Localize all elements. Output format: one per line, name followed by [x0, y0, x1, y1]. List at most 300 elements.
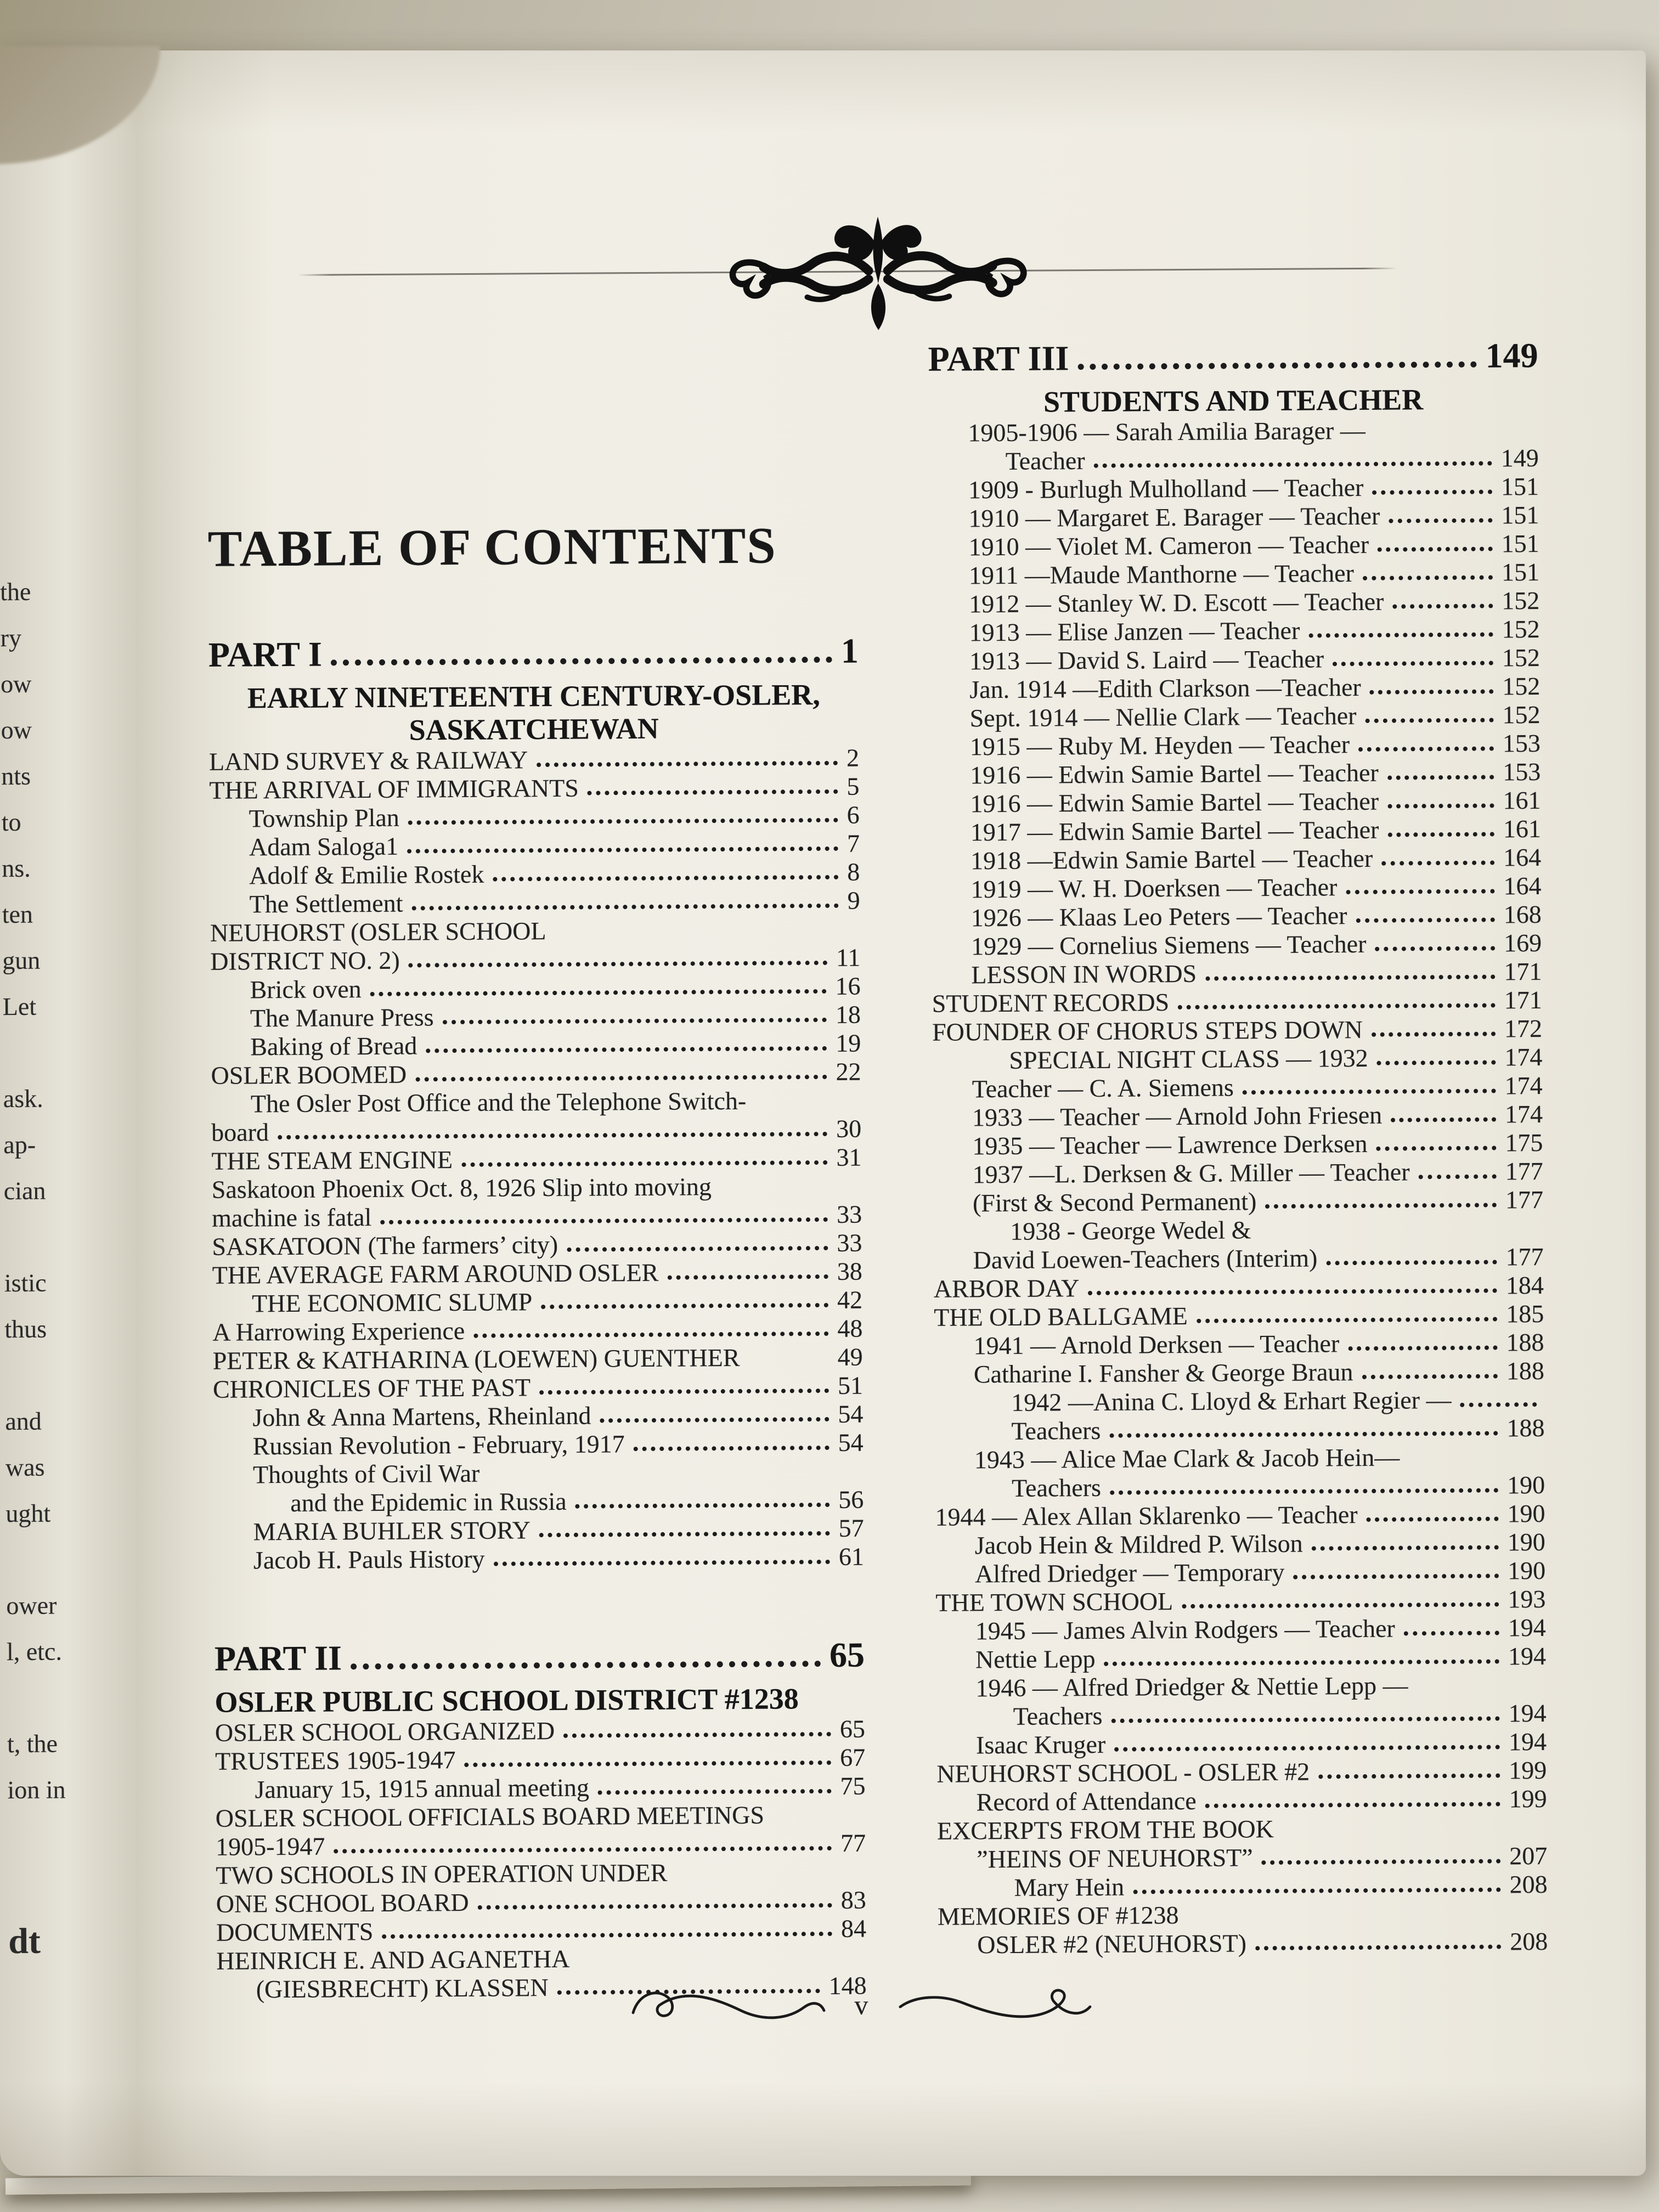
toc-entry-title: ONE SCHOOL BOARD: [216, 1888, 469, 1918]
dot-leader: [1375, 946, 1495, 951]
dot-leader: [1367, 1516, 1499, 1521]
dot-leader: [1308, 633, 1493, 638]
dot-leader: [1356, 918, 1495, 923]
toc-entry-title: 1916 — Edwin Samie Bartel — Teacher: [970, 787, 1379, 818]
toc-entry-row: [216, 1801, 866, 1833]
toc-entry-title: 1938 - George Wedel &: [1010, 1216, 1251, 1245]
toc-part-row: [928, 329, 1538, 386]
dot-leader: [1110, 1488, 1498, 1494]
toc-entry-title: THE ARRIVAL OF IMMIGRANTS: [209, 774, 579, 804]
toc-entry-title: Jacob Hein & Mildred P. Wilson: [974, 1529, 1303, 1560]
toc-page-number: 67: [840, 1743, 866, 1771]
toc-page-number: 175: [1505, 1128, 1543, 1157]
toc-entry-row: [930, 729, 1541, 761]
toc-entry-row: [929, 615, 1539, 647]
toc-page-number: 168: [1503, 900, 1542, 929]
toc-entry-row: [210, 830, 860, 862]
dot-leader: [563, 1732, 831, 1738]
dot-leader: [1348, 1345, 1497, 1351]
toc-page-number: 33: [837, 1228, 862, 1257]
facing-page-fragment: gun: [2, 946, 41, 975]
facing-page-fragment: ten: [2, 900, 33, 929]
dot-leader: [1389, 518, 1492, 523]
toc-page-number: 188: [1506, 1328, 1544, 1357]
toc-page-number: 164: [1503, 843, 1542, 872]
page-content: [0, 46, 1652, 2181]
dot-leader: [1381, 861, 1494, 866]
toc-entry-row: [212, 1257, 862, 1290]
toc-page-number: 51: [837, 1371, 864, 1400]
toc-entry-title: THE ECONOMIC SLUMP: [251, 1288, 533, 1318]
dot-leader: [1419, 1175, 1497, 1180]
dot-leader: [1262, 1859, 1501, 1865]
toc-entry-row: [933, 1128, 1543, 1161]
toc-page-number: 188: [1506, 1356, 1545, 1385]
facing-page-fragment: ap-: [3, 1130, 36, 1159]
toc-entry-title: 1919 — W. H. Doerksen — Teacher: [970, 873, 1338, 904]
toc-entry-title: EARLY NINETEENTH CENTURY-OSLER,: [247, 678, 820, 715]
toc-entry-row: [933, 1214, 1543, 1246]
toc-page-number: 188: [1506, 1413, 1545, 1442]
toc-entry-title: Isaac Kruger: [975, 1730, 1106, 1759]
dot-leader: [1387, 804, 1494, 809]
toc-entry-title: SPECIAL NIGHT CLASS — 1932: [1009, 1043, 1368, 1074]
toc-entry-title: The Manure Press: [250, 1003, 434, 1032]
toc-page-number: 174: [1504, 1099, 1543, 1128]
toc-entry-row: [933, 1100, 1543, 1132]
dot-leader: [331, 657, 832, 666]
toc-page-number: 8: [847, 857, 860, 886]
toc-entry-title: machine is fatal: [211, 1203, 372, 1232]
toc-entry-row: [937, 1842, 1547, 1874]
toc-entry-title: 1946 — Alfred Driedger & Nettie Lepp —: [975, 1671, 1408, 1702]
toc-page-number: 199: [1509, 1784, 1547, 1813]
toc-page-number: 190: [1507, 1556, 1546, 1585]
toc-page-number: 65: [829, 1635, 865, 1674]
toc-page-number: 152: [1502, 672, 1541, 701]
toc-entry-row: [931, 843, 1541, 876]
dot-leader: [1077, 362, 1476, 370]
toc-entry-title: STUDENTS AND TEACHER: [1043, 383, 1424, 419]
toc-page-number: 149: [1485, 336, 1538, 375]
toc-page-number: 169: [1503, 928, 1542, 957]
toc-page-number: 171: [1504, 957, 1542, 986]
toc-entry-title: 1917 — Edwin Samie Bartel — Teacher: [970, 815, 1379, 847]
flourish-right-icon: [892, 1972, 1097, 2036]
toc-entry-title: Teacher — C. A. Siemens: [972, 1073, 1234, 1103]
toc-entry-title: 1944 — Alex Allan Sklarenko — Teacher: [935, 1500, 1358, 1531]
dot-leader: [1088, 1288, 1497, 1295]
toc-entry-row: [929, 472, 1539, 505]
toc-entry-title: Jan. 1914 —Edith Clarkson —Teacher: [969, 673, 1361, 704]
toc-entry-title: FOUNDER OF CHORUS STEPS DOWN: [932, 1015, 1363, 1046]
toc-entry-title: 1943 — Alice Mae Clark & Jacob Hein—: [974, 1443, 1400, 1474]
toc-page-number: 149: [1500, 444, 1539, 472]
toc-page-number: 30: [836, 1114, 862, 1143]
toc-page-number: 171: [1504, 985, 1542, 1014]
toc-entry-title: SASKATCHEWAN: [409, 712, 659, 747]
facing-page-fragment: and: [5, 1407, 42, 1436]
toc-entry-title: Jacob H. Pauls History: [253, 1544, 485, 1575]
facing-page-fragment: to: [1, 808, 21, 837]
toc-page-number: 151: [1501, 529, 1539, 558]
toc-entry-title: Brick oven: [250, 975, 362, 1004]
toc-entry-row: [930, 786, 1541, 819]
toc-entry-title: LAND SURVEY & RAILWAY: [208, 746, 528, 776]
toc-entry-title: THE AVERAGE FARM AROUND OSLER: [212, 1258, 659, 1289]
toc-page-number: 194: [1508, 1613, 1546, 1642]
dot-leader: [667, 1274, 828, 1280]
toc-entry-row: [934, 1414, 1544, 1446]
dot-leader: [1243, 1089, 1496, 1095]
toc-entry-row: [210, 801, 860, 833]
book-page: [0, 50, 1646, 2176]
toc-entry-row: [933, 1186, 1543, 1218]
toc-page-number: 194: [1508, 1641, 1547, 1671]
toc-entry-row: [216, 1943, 866, 1976]
toc-entry-title: Russian Revolution - February, 1917: [252, 1430, 625, 1460]
facing-page-fragment: [7, 1681, 139, 1728]
dot-leader: [1460, 1402, 1537, 1407]
dot-leader: [1377, 1060, 1496, 1065]
dot-leader: [1370, 690, 1494, 695]
dot-leader: [1362, 1374, 1498, 1379]
dot-leader: [541, 1303, 828, 1309]
toc-entry-row: [930, 672, 1540, 704]
toc-page-number: 5: [847, 772, 860, 800]
toc-entry-title: 1916 — Edwin Samie Bartel — Teacher: [970, 758, 1379, 789]
toc-page-number: 16: [835, 972, 861, 1000]
toc-entry-row: [216, 1858, 866, 1890]
toc-page-number: 177: [1505, 1242, 1544, 1271]
toc-page-number: 190: [1507, 1470, 1545, 1499]
toc-entry-title: MEMORIES OF #1238: [937, 1901, 1179, 1931]
dot-leader: [1391, 1118, 1496, 1122]
toc-entry-title: DOCUMENTS: [216, 1917, 374, 1946]
toc-entry-title: OSLER SCHOOL ORGANIZED: [215, 1717, 555, 1747]
toc-entry-row: [931, 872, 1541, 904]
toc-entry-row: [936, 1642, 1546, 1674]
toc-entry-title: Township Plan: [249, 803, 399, 833]
toc-entry-title: OSLER #2 (NEUHORST): [977, 1929, 1247, 1959]
toc-page-number: 151: [1501, 501, 1539, 529]
toc-entry-row: [937, 1785, 1547, 1817]
toc-page-number: 65: [839, 1714, 866, 1743]
toc-entry-title: 1942 —Anina C. Lloyd & Erhart Regier —: [1011, 1386, 1452, 1417]
page-footer: [587, 1972, 1136, 2039]
dot-leader: [493, 875, 838, 882]
dot-leader: [588, 789, 838, 795]
dot-leader: [411, 904, 838, 911]
toc-page-number: 208: [1509, 1870, 1548, 1899]
facing-page-fragment: ower: [6, 1591, 57, 1620]
toc-page-number: 174: [1504, 1042, 1543, 1071]
toc-entry-title: NEUHORST SCHOOL - OSLER #2: [936, 1757, 1310, 1788]
dot-leader: [539, 1531, 830, 1537]
toc-entry-row: [935, 1528, 1545, 1560]
facing-page-fragment: t, the: [7, 1729, 58, 1758]
toc-entry-title: OSLER PUBLIC SCHOOL DISTRICT #1238: [215, 1682, 799, 1719]
dot-leader: [1333, 661, 1493, 667]
toc-entry-title: Mary Hein: [1014, 1872, 1125, 1901]
toc-entries-left: [208, 624, 867, 2004]
toc-entry-title: OSLER SCHOOL OFFICIALS BOARD MEETINGS: [215, 1801, 765, 1832]
toc-entry-title: PART III: [928, 338, 1069, 379]
toc-entry-row: [936, 1613, 1546, 1646]
toc-entry-title: 1913 — Elise Janzen — Teacher: [969, 616, 1300, 647]
facing-page-fragment: ry: [0, 623, 22, 652]
toc-entry-title: PART II: [214, 1638, 342, 1678]
facing-page-fragment: [5, 1358, 137, 1405]
toc-entry-row: [211, 1115, 861, 1147]
toc-page-number: 151: [1501, 558, 1540, 586]
facing-page-fragment: was: [5, 1453, 45, 1482]
facing-page-fragment: nts: [1, 761, 31, 791]
toc-page-number: 151: [1500, 472, 1539, 501]
toc-page-number: 152: [1502, 644, 1541, 672]
dot-leader: [1378, 547, 1493, 552]
toc-entry-row: [936, 1728, 1547, 1760]
toc-page-number: 207: [1509, 1841, 1548, 1870]
toc-entry-row: [212, 1314, 862, 1347]
dot-leader: [1387, 832, 1494, 837]
toc-entry-title: DISTRICT NO. 2): [210, 946, 400, 975]
toc-page-number: 54: [838, 1400, 864, 1428]
toc-entry-title: Baking of Bread: [250, 1031, 417, 1061]
dot-leader: [1205, 1802, 1500, 1808]
toc-entry-title: Nettie Lepp: [975, 1644, 1096, 1674]
facing-page-fragment: the: [0, 577, 31, 606]
toc-entry-row: [928, 415, 1538, 448]
facing-page-fragment: Let: [2, 992, 37, 1021]
dot-leader: [1392, 604, 1493, 609]
dot-leader: [465, 1760, 832, 1767]
toc-entry-row: [934, 1328, 1544, 1361]
toc-entry-title: THE STEAM ENGINE: [211, 1146, 453, 1175]
facing-page-fragment: ns.: [2, 854, 31, 883]
toc-entry-row: [936, 1699, 1547, 1731]
dot-leader: [351, 1661, 821, 1669]
dot-leader: [539, 1389, 829, 1395]
toc-entry-title: 1926 — Klaas Leo Peters — Teacher: [970, 901, 1347, 932]
facing-page-text-fragments: [0, 575, 140, 1971]
toc-page-number: 56: [838, 1485, 864, 1514]
dot-leader: [1094, 461, 1492, 468]
toc-entry-title: 1918 —Edwin Samie Bartel — Teacher: [970, 844, 1373, 875]
toc-entry-title: ”HEINS OF NEUHORST”: [977, 1843, 1253, 1874]
toc-entry-title: EXCERPTS FROM THE BOOK: [936, 1815, 1274, 1845]
toc-entry-row: [933, 1243, 1543, 1275]
facing-page-fragment: [8, 1819, 140, 1866]
toc-entry-title: TRUSTEES 1905-1947: [215, 1746, 456, 1775]
toc-page-number: 161: [1503, 786, 1541, 815]
toc-entry-row: [929, 529, 1539, 562]
facing-page-fragment: ow: [1, 669, 32, 698]
facing-page-fragment: cian: [3, 1176, 46, 1205]
dot-leader: [380, 1217, 828, 1224]
dot-leader: [1326, 1260, 1497, 1265]
dot-leader: [1372, 1032, 1496, 1037]
toc-page-number: 77: [840, 1829, 866, 1857]
dot-leader: [443, 1018, 827, 1024]
toc-page-number: 33: [836, 1200, 862, 1228]
toc-page-number: 54: [838, 1428, 864, 1457]
ornament-divider-icon: [714, 207, 1042, 337]
toc-entry-title: 1937 —L. Derksen & G. Miller — Teacher: [972, 1158, 1410, 1189]
toc-entry-row: [216, 1829, 866, 1861]
toc-entry-row: [215, 1715, 865, 1747]
dot-leader: [278, 1132, 827, 1139]
toc-page-number: 152: [1502, 615, 1540, 644]
toc-entry-row: [934, 1357, 1544, 1389]
dot-leader: [370, 989, 827, 996]
toc-entry-row: [210, 858, 860, 890]
toc-page-number: 184: [1505, 1271, 1544, 1300]
toc-page-number: 185: [1506, 1299, 1544, 1328]
toc-entry-row: [216, 1915, 866, 1947]
toc-page-number: 6: [847, 800, 860, 829]
toc-entry-row: [935, 1556, 1545, 1589]
toc-entry-title: John & Anna Martens, Rheinland: [252, 1401, 591, 1432]
toc-entry-row: [210, 972, 860, 1005]
dot-leader: [408, 818, 838, 825]
toc-entry-row: [213, 1514, 864, 1547]
toc-entry-row: [213, 1486, 864, 1518]
dot-leader: [461, 1160, 828, 1167]
toc-entry-row: [210, 887, 860, 919]
toc-entry-title: The Osler Post Office and the Telephone Switch-: [250, 1086, 747, 1118]
toc-entry-row: [931, 815, 1541, 847]
toc-entry-title: (GIESBRECHT) KLASSEN: [256, 1973, 549, 2004]
toc-page-number: 194: [1508, 1727, 1547, 1756]
dot-leader: [1205, 975, 1495, 981]
toc-heading-row: [208, 678, 859, 715]
toc-entry-title: 1933 — Teacher — Arnold John Friesen: [972, 1101, 1383, 1132]
toc-entry-row: [930, 644, 1540, 676]
dot-leader: [1114, 1745, 1500, 1751]
dot-leader: [537, 761, 838, 767]
toc-entry-title: Alfred Driedger — Temporary: [974, 1558, 1285, 1588]
toc-entry-title: PART I: [208, 634, 323, 674]
toc-entry-title: 1905-1947: [215, 1832, 325, 1861]
toc-entry-row: [211, 1058, 861, 1090]
facing-page-fragment: dt: [8, 1921, 41, 1962]
facing-page-fragment: [8, 1865, 140, 1912]
toc-entry-title: Teachers: [1011, 1416, 1101, 1445]
toc-entry-row: [211, 1029, 861, 1062]
toc-entry-title: and the Epidemic in Russia: [290, 1487, 567, 1517]
toc-page-number: 208: [1510, 1927, 1548, 1956]
toc-entry-title: 1915 — Ruby M. Heyden — Teacher: [969, 730, 1350, 761]
dot-leader: [1387, 775, 1494, 780]
toc-page-number: 38: [837, 1257, 862, 1285]
dot-leader: [473, 1331, 828, 1338]
toc-entry-title: SASKATOON (The farmers’ city): [212, 1230, 558, 1261]
toc-entry-row: [932, 929, 1542, 961]
toc-entry-title: 1941 — Arnold Derksen — Teacher: [973, 1329, 1340, 1360]
toc-entry-title: NEUHORST (OSLER SCHOOL: [210, 917, 546, 947]
spacer-fill: [740, 1365, 837, 1366]
toc-entry-title: THE TOWN SCHOOL: [935, 1587, 1173, 1617]
toc-page-number: 7: [847, 829, 860, 857]
dot-leader: [409, 961, 827, 968]
toc-heading-row: [928, 382, 1538, 419]
toc-entry-title: Teacher: [1005, 447, 1085, 475]
toc-entry-row: [213, 1343, 863, 1375]
folio-page-number: v: [854, 1989, 868, 2021]
toc-entry-title: Sept. 1914 — Nellie Clark — Teacher: [969, 702, 1357, 732]
facing-page-fragment: ion in: [7, 1775, 66, 1804]
dot-leader: [1178, 1003, 1496, 1010]
toc-page-number: 177: [1505, 1156, 1543, 1186]
toc-entry-title: 1910 — Violet M. Cameron — Teacher: [968, 530, 1369, 561]
toc-heading-row: [215, 1682, 865, 1719]
toc-page-number: 199: [1509, 1756, 1547, 1785]
toc-entry-title: board: [211, 1118, 269, 1147]
dot-leader: [1182, 1602, 1499, 1609]
toc-entry-row: [212, 1286, 862, 1318]
toc-page-number: 31: [836, 1143, 862, 1171]
toc-entry-title: TWO SCHOOLS IN OPERATION UNDER: [216, 1858, 668, 1889]
dot-leader: [575, 1503, 830, 1509]
toc-entry-row: [209, 744, 859, 776]
toc-page-number: 190: [1507, 1499, 1545, 1528]
dot-leader: [598, 1789, 832, 1795]
toc-entry-row: [215, 1743, 865, 1776]
dot-leader: [1294, 1573, 1499, 1579]
toc-entry-title: MARIA BUHLER STORY: [253, 1516, 531, 1546]
flourish-left-icon: [626, 1973, 831, 2038]
toc-entry-title: HEINRICH E. AND AGANETHA: [216, 1944, 570, 1975]
toc-page-number: 75: [840, 1771, 866, 1800]
toc-entry-title: The Settlement: [249, 889, 403, 918]
toc-entry-row: [936, 1756, 1547, 1788]
toc-entry-row: [215, 1772, 865, 1804]
toc-page-number: 19: [836, 1029, 861, 1057]
toc-entry-title: PETER & KATHARINA (LOEWEN) GUENTHER: [212, 1343, 740, 1375]
toc-entry-row: [934, 1385, 1544, 1418]
toc-entry-row: [212, 1229, 862, 1261]
dot-leader: [1404, 1630, 1499, 1635]
toc-entry-row: [932, 957, 1542, 990]
toc-entry-row: [214, 1543, 864, 1575]
facing-page-fragment: ught: [5, 1499, 51, 1528]
toc-entry-row: [937, 1813, 1547, 1846]
toc-entry-row: [211, 1086, 861, 1119]
dot-leader: [1265, 1203, 1497, 1209]
toc-entry-title: Adam Saloga1: [249, 832, 399, 861]
facing-page-fragment: [4, 1220, 136, 1267]
facing-page-fragment: [6, 1543, 138, 1589]
toc-entry-row: [929, 558, 1539, 590]
toc-entry-row: [937, 1870, 1547, 1903]
dot-leader: [1358, 747, 1494, 752]
toc-page-number: 57: [838, 1514, 864, 1542]
toc-entries-right: [928, 329, 1548, 1960]
toc-page-number: 194: [1508, 1699, 1547, 1728]
toc-entry-title: 1929 — Cornelius Siemens — Teacher: [970, 929, 1367, 961]
toc-entry-title: 1905-1906 — Sarah Amilia Barager —: [968, 416, 1365, 447]
toc-entry-row: [211, 1143, 861, 1176]
toc-entry-title: Saskatoon Phoenix Oct. 8, 1926 Slip into moving: [211, 1172, 712, 1204]
toc-page-number: 9: [847, 886, 860, 915]
toc-page-number: 22: [836, 1057, 861, 1086]
toc-entry-title: CHRONICLES OF THE PAST: [212, 1373, 531, 1403]
page-title: TABLE OF CONTENTS: [207, 517, 777, 578]
toc-entry-row: [932, 900, 1542, 933]
toc-entry-title: 1913 — David S. Laird — Teacher: [969, 645, 1324, 675]
toc-entry-row: [211, 1001, 861, 1033]
